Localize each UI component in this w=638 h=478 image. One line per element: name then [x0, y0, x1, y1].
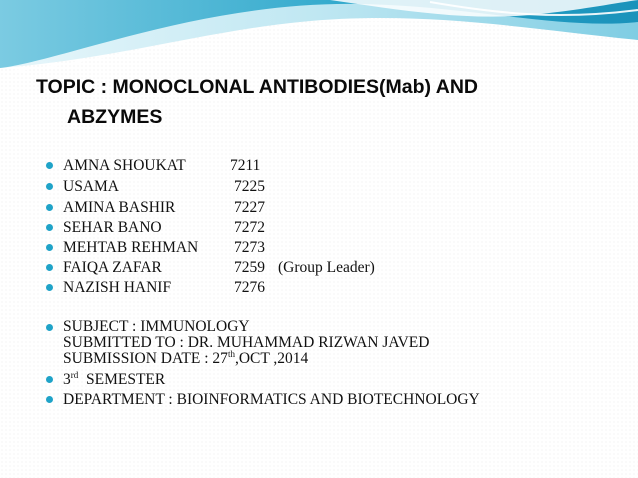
bullet-icon: [46, 224, 53, 231]
submitted-to-text: SUBMITTED TO : DR. MUHAMMAD RIZWAN JAVED: [63, 334, 430, 351]
member-note: (Group Leader): [278, 259, 375, 276]
member-id: 7225: [234, 178, 265, 195]
member-id: 7272: [234, 219, 265, 236]
member-id: 7273: [234, 239, 265, 256]
member-name: SEHAR BANO: [63, 219, 162, 236]
slide-title: [36, 72, 616, 132]
member-id: 7276: [234, 279, 265, 296]
member-id: 7259: [234, 259, 265, 276]
member-name: AMINA BASHIR: [63, 199, 176, 216]
bullet-icon: [46, 284, 53, 291]
bullet-icon: [46, 376, 53, 383]
bullet-icon: [46, 183, 53, 190]
bullet-icon: [46, 204, 53, 211]
title-line-1: TOPIC : MONOCLONAL ANTIBODIES(Mab) AND: [36, 76, 478, 98]
bullet-icon: [46, 396, 53, 403]
bullet-icon: [46, 162, 53, 169]
member-name: NAZISH HANIF: [63, 279, 172, 296]
member-name: USAMA: [63, 178, 119, 195]
submission-date-text: SUBMISSION DATE : 27th,OCT ,2014: [63, 349, 309, 367]
department-text: DEPARTMENT : BIOINFORMATICS AND BIOTECHNOLOGY: [63, 391, 480, 408]
bullet-icon: [46, 324, 53, 331]
subject-text: SUBJECT : IMMUNOLOGY: [63, 318, 250, 335]
header-wave-decoration: [0, 0, 638, 80]
member-id: 7227: [234, 199, 265, 216]
bullet-icon: [46, 244, 53, 251]
member-name: AMNA SHOUKAT: [63, 157, 186, 174]
member-name: FAIQA ZAFAR: [63, 259, 162, 276]
semester-text: 3rd SEMESTER: [63, 370, 166, 388]
member-name: MEHTAB REHMAN: [63, 239, 199, 256]
bullet-icon: [46, 264, 53, 271]
member-id: 7211: [230, 157, 261, 174]
title-line-2: ABZYMES: [67, 106, 163, 128]
